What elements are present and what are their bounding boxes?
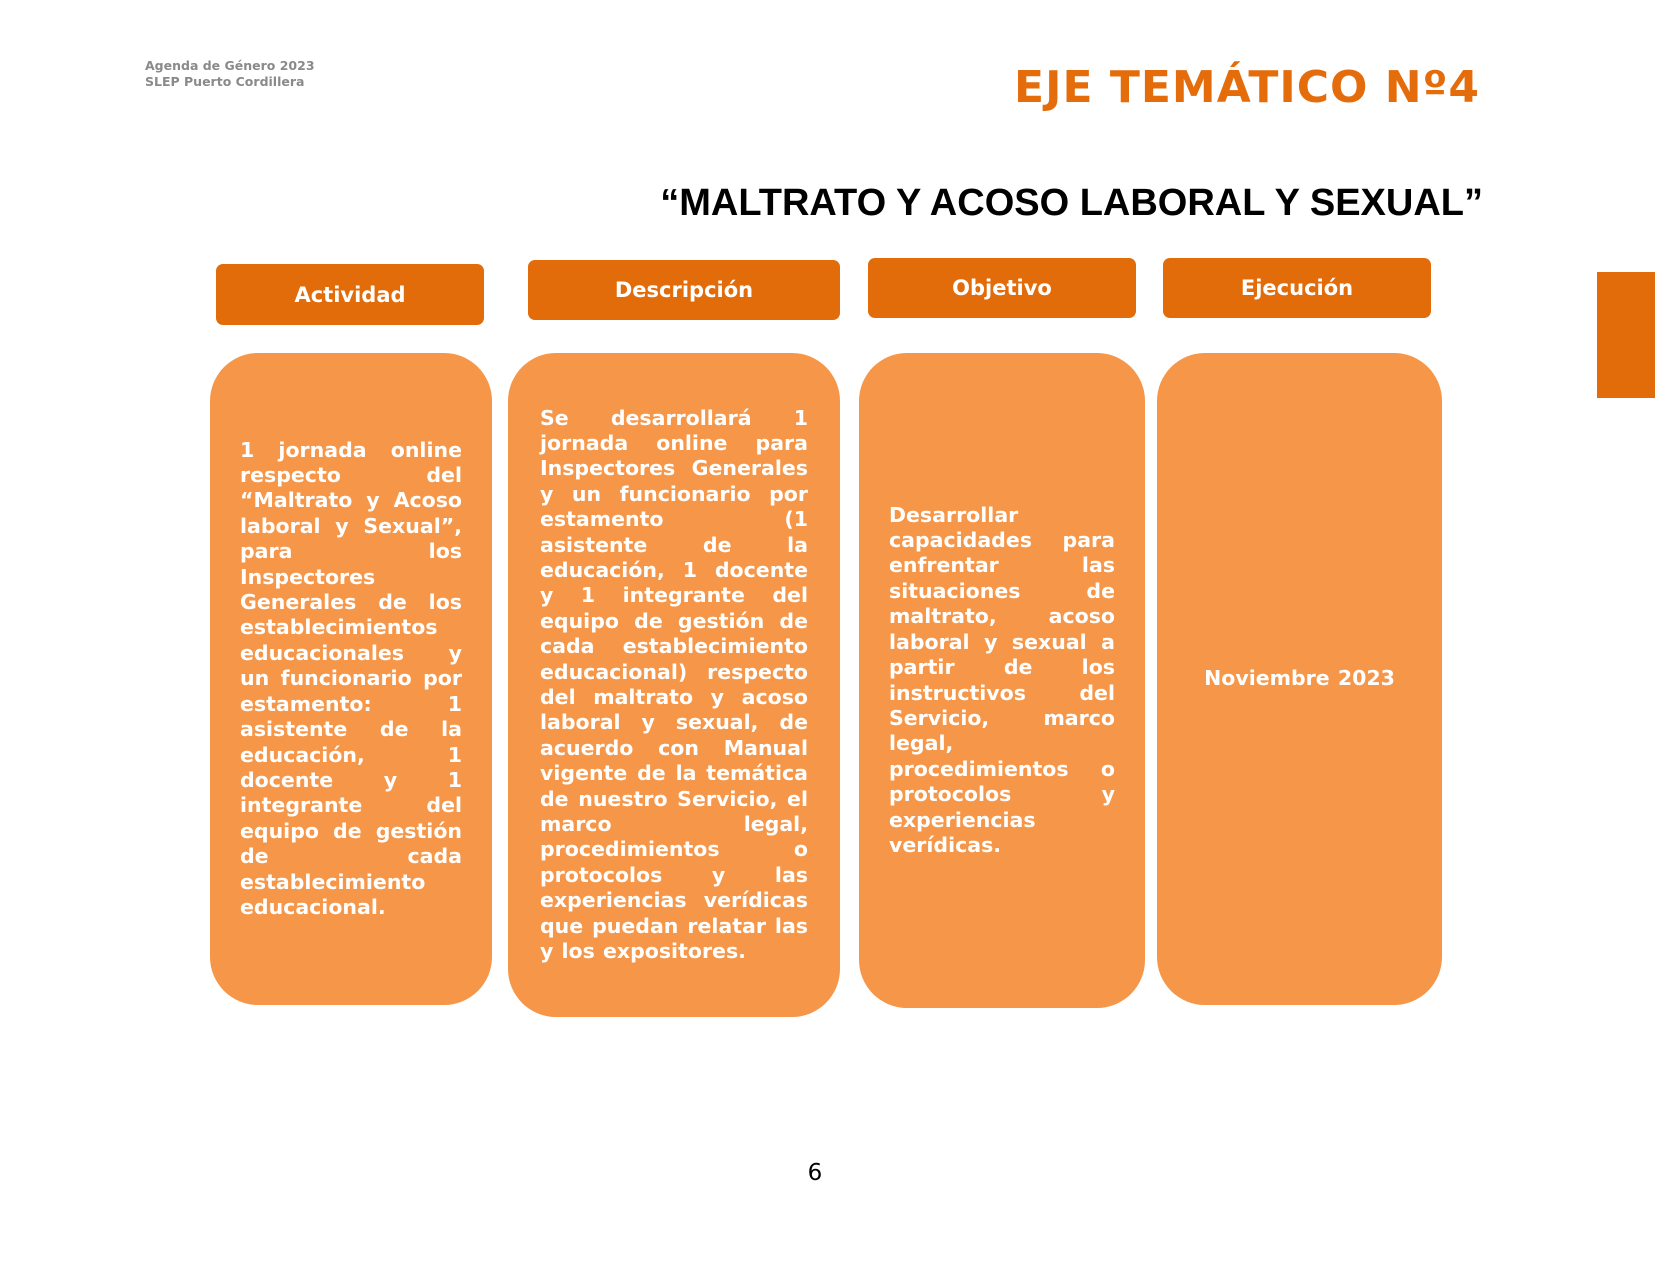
page-number: 6 bbox=[807, 1160, 823, 1186]
descripcion-text: Se desarrollará 1 jornada online para Inspectores Generales y un funcionario por estamento (1 asistente de la educación, 1 docente y 1 integrante del equipo de gestión de cada establecimiento educacional) respecto del maltrato y acoso laboral y sexual, de acuerdo con Manual vigente de la temática de nuestro Servicio, el marco legal, procedimientos o protocolos y las experiencias verídicas que puedan relatar las y los expositores. bbox=[540, 405, 808, 964]
agenda-label: Agenda de Género 2023 bbox=[145, 58, 315, 73]
header-objetivo: Objetivo bbox=[868, 258, 1136, 318]
side-tab-marker bbox=[1597, 272, 1655, 398]
theme-subtitle: “MALTRATO Y ACOSO LABORAL Y SEXUAL” bbox=[660, 182, 1483, 224]
header-actividad: Actividad bbox=[216, 264, 484, 325]
card-ejecucion bbox=[1157, 353, 1442, 1005]
document-meta bbox=[145, 58, 315, 90]
header-ejecucion: Ejecución bbox=[1163, 258, 1431, 318]
card-actividad bbox=[210, 353, 492, 1005]
card-objetivo bbox=[859, 353, 1145, 1008]
ejecucion-text: Noviembre 2023 bbox=[1204, 666, 1395, 691]
objetivo-text: Desarrollar capacidades para enfrentar las situaciones de maltrato, acoso laboral y sexual a partir de los instructivos del Servicio, marco legal, procedimientos o protocolos y experiencias verídicas. bbox=[889, 502, 1115, 857]
organization-label: SLEP Puerto Cordillera bbox=[145, 74, 305, 89]
header-descripcion: Descripción bbox=[528, 260, 840, 320]
eje-title: EJE TEMÁTICO Nº4 bbox=[1014, 62, 1480, 113]
card-descripcion bbox=[508, 353, 840, 1017]
actividad-text: 1 jornada online respecto del “Maltrato y Acoso laboral y Sexual”, para los Inspectores Generales de los establecimientos educacionales y un funcionario por estamento: 1 asistente de la educación, 1 docente y 1 integrante del equipo de gestión de cada establecimiento educacional. bbox=[240, 437, 462, 919]
